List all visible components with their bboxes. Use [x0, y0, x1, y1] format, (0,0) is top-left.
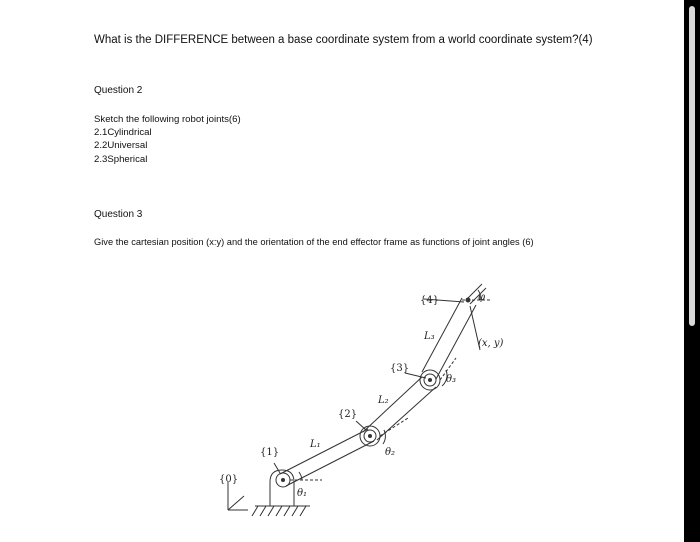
frame-4-label: {4}: [420, 295, 440, 306]
scrollbar-thumb[interactable]: [689, 6, 695, 326]
joint-1-pin: [281, 478, 285, 482]
question-1-text: What is the DIFFERENCE between a base coordinate system from a world coordinate system?(4): [94, 34, 593, 46]
base-frame-axes: [228, 482, 248, 510]
joint-2-pin: [368, 434, 372, 438]
ground-hatch: [252, 506, 310, 516]
question-3-prompt: Give the cartesian position (x:y) and the orientation of the end effector frame as functions of joint angles (6): [94, 237, 534, 247]
link-1-label: L₁: [310, 439, 321, 450]
frame-3-label: {3}: [390, 363, 410, 374]
end-effector-position-label: (x, y): [478, 338, 504, 349]
link-2: [363, 377, 436, 440]
phi-label: φ: [478, 292, 486, 303]
question-2-item-spherical: 2.3Spherical: [94, 154, 148, 165]
question-2-item-cylindrical: 2.1Cylindrical: [94, 127, 152, 138]
frame-2-label: {2}: [338, 409, 358, 420]
label-pointers: [274, 299, 480, 473]
frame-0-label: {0}: [219, 474, 239, 485]
frame-1-label: {1}: [260, 447, 280, 458]
end-effector-tip: [466, 298, 471, 303]
question-2-prompt: Sketch the following robot joints(6): [94, 114, 241, 125]
question-3-heading: Question 3: [94, 209, 143, 220]
question-2-item-universal: 2.2Universal: [94, 140, 148, 151]
link-3-label: L₃: [424, 331, 435, 342]
base-mount: [270, 470, 294, 506]
theta-3-label: θ₃: [446, 374, 457, 385]
question-2-heading: Question 2: [94, 85, 143, 96]
link-2-label: L₂: [378, 395, 389, 406]
theta-2-label: θ₂: [385, 447, 396, 458]
joint-3-pin: [428, 378, 432, 382]
robot-arm-figure: [200, 270, 530, 538]
theta-1-label: θ₁: [297, 488, 308, 499]
